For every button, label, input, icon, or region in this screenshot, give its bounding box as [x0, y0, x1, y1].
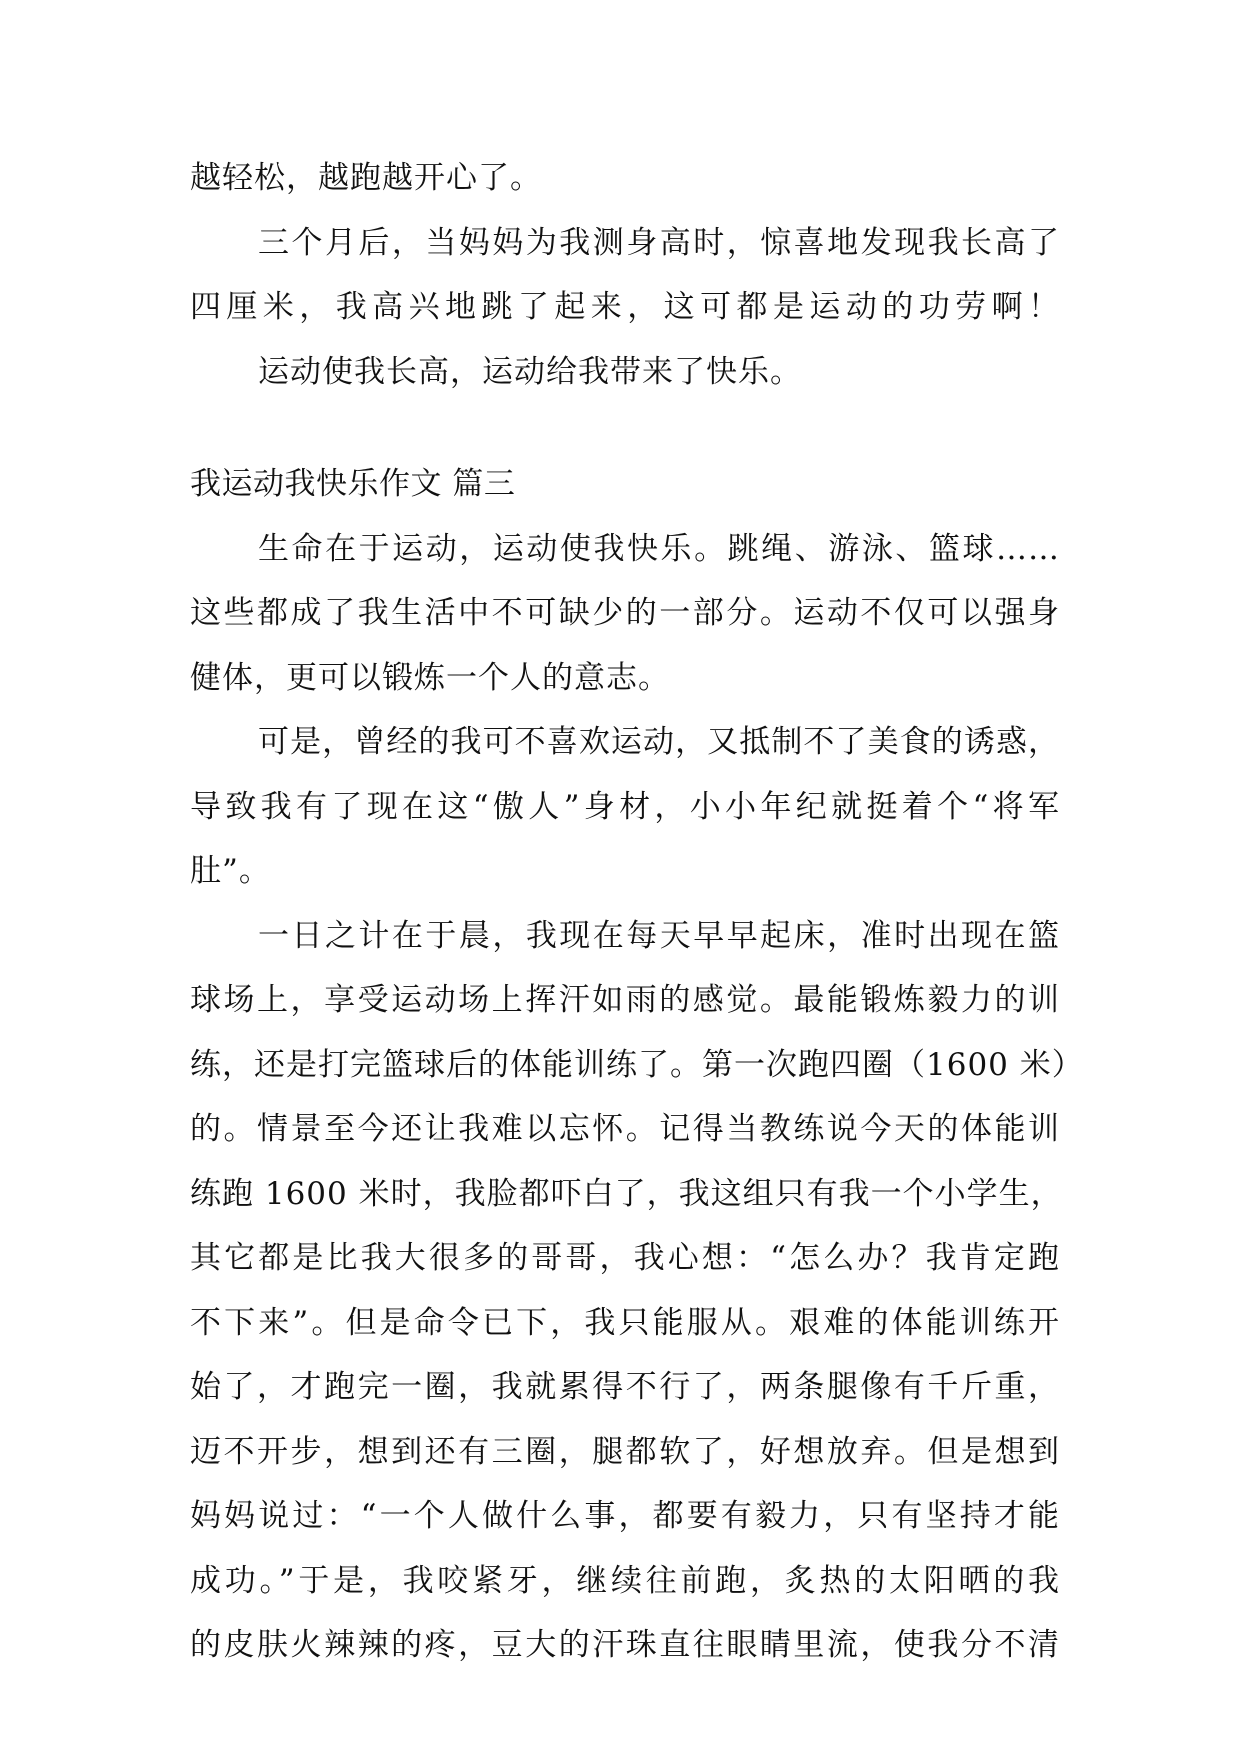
section-heading: 我运动我快乐作文 篇三	[190, 466, 516, 502]
text-line: 生命在于运动，运动使我快乐。跳绳、游泳、篮球……	[258, 530, 1060, 567]
text-line: 始了，才跑完一圈，我就累得不行了，两条腿像有千斤重，	[190, 1369, 1060, 1405]
text-line: 三个月后，当妈妈为我测身高时，惊喜地发现我长高了	[258, 224, 1060, 261]
text-line: 可是，曾经的我可不喜欢运动，又抵制不了美食的诱惑，	[258, 724, 1060, 760]
text-line: 的。情景至今还让我难以忘怀。记得当教练说今天的体能训	[190, 1111, 1060, 1147]
text-line: 四厘米，我高兴地跳了起来，这可都是运动的功劳啊！	[190, 289, 1060, 325]
text-line: 妈妈说过：“一个人做什么事，都要有毅力，只有坚持才能	[190, 1498, 1060, 1534]
text-line: 越轻松，越跑越开心了。	[190, 160, 542, 196]
text-line: 不下来”。但是命令已下，我只能服从。艰难的体能训练开	[190, 1304, 1060, 1341]
text-line: 这些都成了我生活中不可缺少的一部分。运动不仅可以强身	[190, 595, 1060, 631]
text-line: 成功。”于是，我咬紧牙，继续往前跑，炙热的太阳晒的我	[190, 1562, 1060, 1599]
document-body	[190, 158, 1084, 1690]
text-line: 的皮肤火辣辣的疼，豆大的汗珠直往眼睛里流，使我分不清	[190, 1627, 1060, 1663]
text-line: 练跑 1600 米时，我脸都吓白了，我这组只有我一个小学生，	[190, 1175, 1063, 1212]
text-line: 迈不开步，想到还有三圈，腿都软了，好想放弃。但是想到	[190, 1433, 1060, 1470]
text-line: 其它都是比我大很多的哥哥，我心想：“怎么办？我肯定跑	[190, 1240, 1060, 1276]
text-line: 练，还是打完篮球后的体能训练了。第一次跑四圈（1600 米）	[190, 1046, 1084, 1083]
text-line: 球场上，享受运动场上挥汗如雨的感觉。最能锻炼毅力的训	[190, 982, 1060, 1018]
text-line: 健体，更可以锻炼一个人的意志。	[190, 659, 670, 696]
text-line: 导致我有了现在这“傲人”身材，小小年纪就挺着个“将军	[190, 788, 1060, 825]
text-line: 一日之计在于晨，我现在每天早早起床，准时出现在篮	[258, 917, 1060, 954]
text-line: 肚”。	[190, 853, 271, 889]
text-line: 运动使我长高，运动给我带来了快乐。	[258, 353, 802, 390]
